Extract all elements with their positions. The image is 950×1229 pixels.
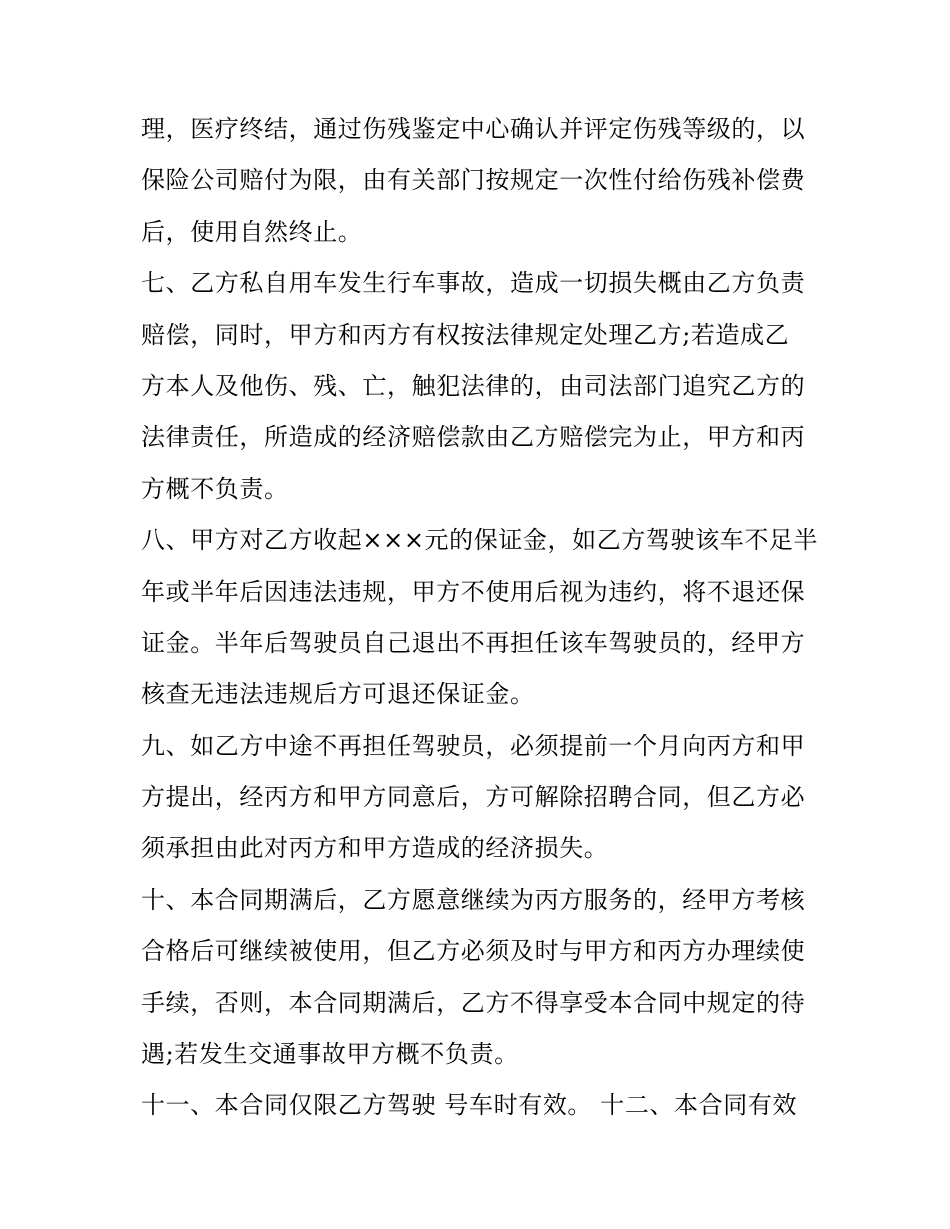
- text-line: 方提出，经丙方和甲方同意后，方可解除招聘合同，但乙方必: [141, 783, 806, 812]
- clause-7-start: 七、乙方私自用车发生行车事故，造成一切损失概由乙方负责: [141, 269, 806, 298]
- text-line: 理，医疗终结，通过伤残鉴定中心确认并评定伤残等级的，以: [141, 115, 806, 143]
- text-line: 合格后可继续被使用，但乙方必须及时与甲方和丙方办理续使: [141, 937, 806, 966]
- text-line: 年或半年后因违法违规，甲方不使用后视为违约，将不退还保: [141, 577, 806, 606]
- text-line: 手续，否则，本合同期满后，乙方不得享受本合同中规定的待: [141, 988, 806, 1017]
- text-line: 后，使用自然终止。: [141, 217, 363, 246]
- clause-11-start: 十一、本合同仅限乙方驾驶 号车时有效。 十二、本合同有效: [141, 1091, 798, 1120]
- text-line: 核查无违法违规后方可退还保证金。: [141, 680, 535, 709]
- text-line: 赔偿，同时，甲方和丙方有权按法律规定处理乙方;若造成乙: [141, 320, 790, 349]
- text-line: 法律责任，所造成的经济赔偿款由乙方赔偿完为止，甲方和丙: [141, 423, 806, 452]
- text-line: 方概不负责。: [141, 474, 289, 503]
- clause-8-start: 八、甲方对乙方收起×××元的保证金，如乙方驾驶该车不足半: [141, 526, 819, 555]
- text-line: 保险公司赔付为限，由有关部门按规定一次性付给伤残补偿费: [141, 166, 806, 195]
- clause-10-start: 十、本合同期满后，乙方愿意继续为丙方服务的，经甲方考核: [141, 885, 806, 914]
- clause-9-start: 九、如乙方中途不再担任驾驶员，必须提前一个月向丙方和甲: [141, 731, 806, 760]
- text-line: 方本人及他伤、残、亡，触犯法律的，由司法部门追究乙方的: [141, 371, 806, 400]
- text-line: 证金。半年后驾驶员自己退出不再担任该车驾驶员的，经甲方: [141, 628, 806, 657]
- contract-text: [141, 104, 819, 1132]
- text-line: 须承担由此对丙方和甲方造成的经济损失。: [141, 834, 609, 863]
- text-line: 遇;若发生交通事故甲方概不负责。: [141, 1040, 519, 1069]
